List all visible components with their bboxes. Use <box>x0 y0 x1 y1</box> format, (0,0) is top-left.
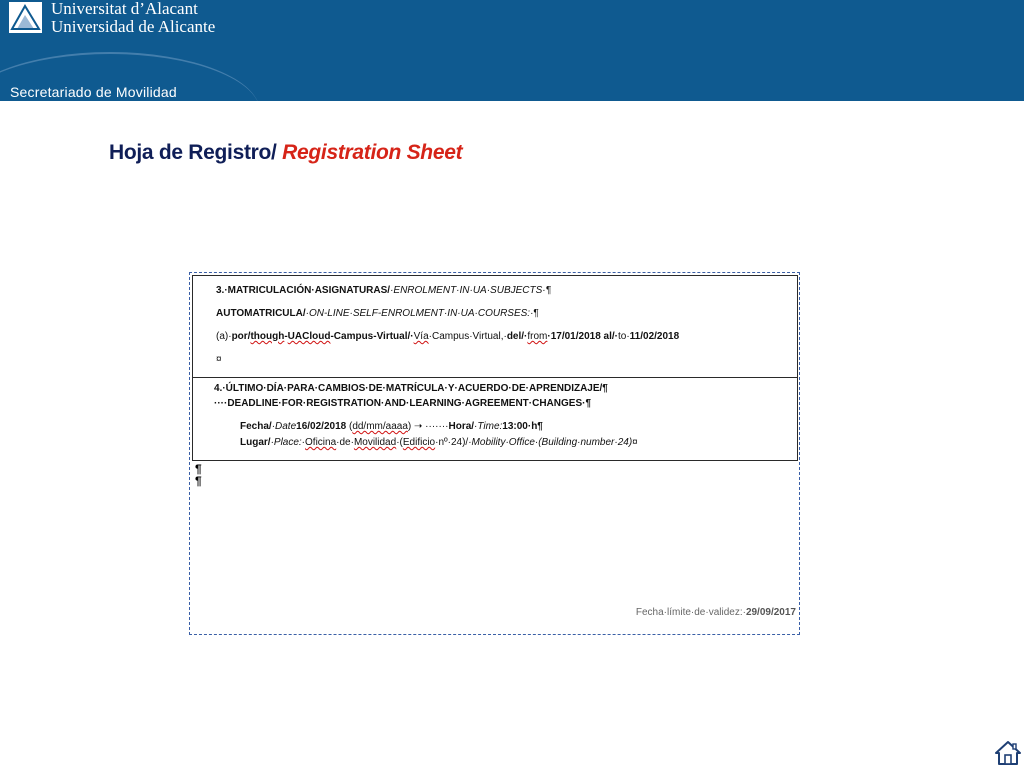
header-banner <box>0 0 1024 101</box>
lugar-line: Lugar/·Place:·Oficina·de·Movilidad·(Edificio·nº·24)/·Mobility·Office·(Building·number·24)¤ <box>240 437 638 448</box>
university-name-spanish: Universidad de Alicante <box>51 17 216 36</box>
campus-virtual-line: (a)·por/though-UACloud-Campus-Virtual/·Vía·Campus·Virtual,·del/·from·17/01/2018 al/·to·11/02/2018 <box>216 331 680 342</box>
document-table <box>192 275 798 461</box>
paragraph-mark: ¶ <box>195 474 202 488</box>
university-name-valencian: Universitat d’Alacant <box>51 0 198 18</box>
home-icon[interactable] <box>994 740 1022 766</box>
section3-end-mark: ¤ <box>216 354 222 365</box>
department-name: Secretariado de Movilidad <box>10 84 177 100</box>
automatricula-line: AUTOMATRICULA/·ON-LINE·SELF-ENROLMENT·IN·UA·COURSES:·¶ <box>216 308 539 319</box>
title-english: Registration Sheet <box>282 141 463 164</box>
section4-heading-es: 4.·ÚLTIMO·DÍA·PARA·CAMBIOS·DE·MATRÍCULA·Y·ACUERDO·DE·APRENDIZAJE/¶ <box>214 383 608 394</box>
university-logo-icon[interactable] <box>9 2 42 33</box>
fecha-hora-line: Fecha/·Date16/02/2018 (dd/mm/aaaa) ➝ ·······Hora/·Time:13:00·h¶ <box>240 421 543 432</box>
section3-heading: 3.·MATRICULACIÓN·ASIGNATURAS/·ENROLMENT·IN·UA·SUBJECTS·¶ <box>216 285 551 296</box>
paragraph-mark: ¶ <box>195 462 202 476</box>
validity-note: Fecha·límite·de·validez:·29/09/2017 <box>635 607 796 618</box>
title-spanish: Hoja de Registro/ <box>109 141 283 164</box>
page-title <box>109 141 462 165</box>
table-row-divider <box>193 377 797 378</box>
document-snippet <box>189 272 800 635</box>
section4-heading-en: ····DEADLINE·FOR·REGISTRATION·AND·LEARNING·AGREEMENT·CHANGES·¶ <box>214 398 592 409</box>
